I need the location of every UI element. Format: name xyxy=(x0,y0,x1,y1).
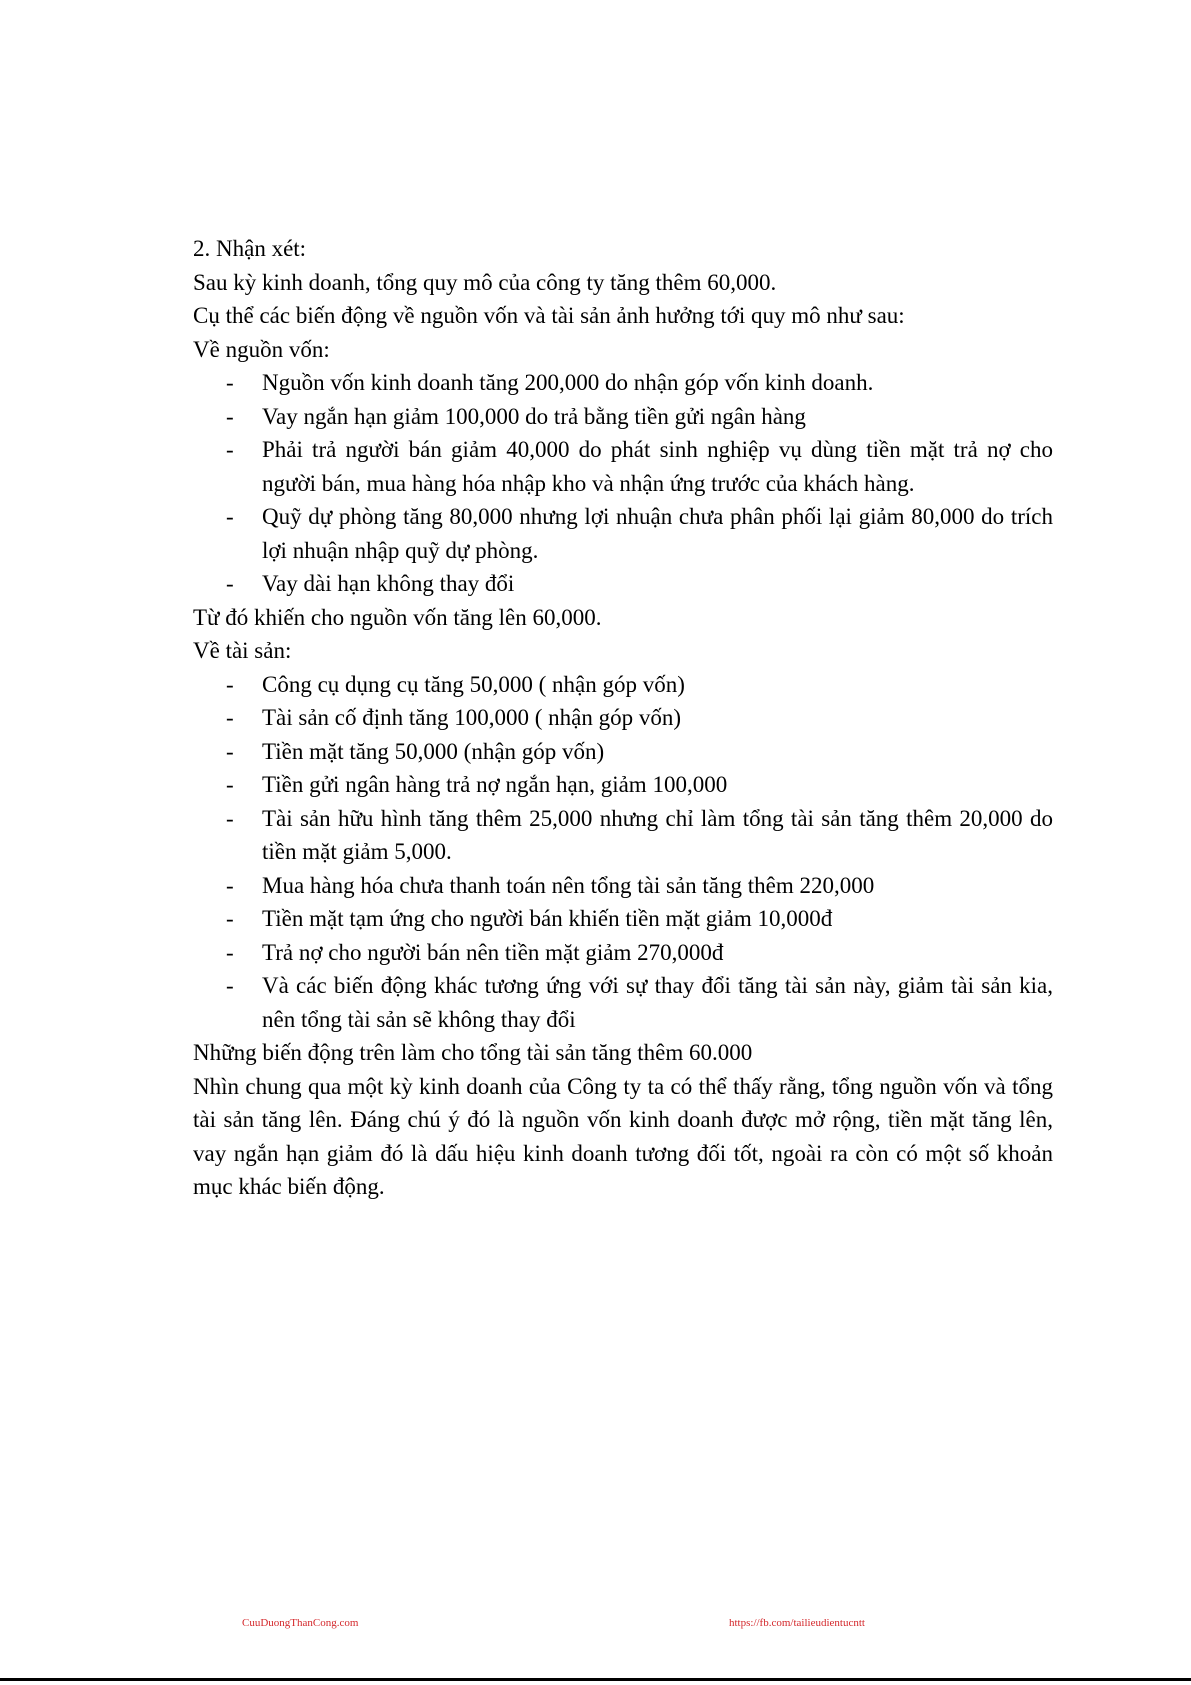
list-item xyxy=(193,936,1053,970)
assets-title: Về tài sản: xyxy=(193,638,292,663)
bullet-dash: - xyxy=(226,671,234,697)
bullet-dash: - xyxy=(226,805,234,831)
section-heading: 2. Nhận xét: xyxy=(193,236,307,261)
document-body xyxy=(193,232,1053,1204)
list-item-text: Và các biến động khác tương ứng với sự thay đổi tăng tài sản này, giảm tài sản kia, nên tổng tài sản sẽ không thay đổi xyxy=(262,973,1053,1032)
footer-site-link[interactable]: CuuDuongThanCong.com xyxy=(242,1617,359,1629)
list-item-text: Trả nợ cho người bán nên tiền mặt giảm 270,000đ xyxy=(262,939,724,965)
list-item xyxy=(193,869,1053,903)
list-item xyxy=(193,701,1053,735)
bullet-dash: - xyxy=(226,738,234,764)
bullet-dash: - xyxy=(226,906,234,931)
list-item-text: Công cụ dụng cụ tăng 50,000 ( nhận góp vốn) xyxy=(262,671,685,697)
capital-summary: Từ đó khiến cho nguồn vốn tăng lên 60,000. xyxy=(193,604,602,630)
bullet-dash: - xyxy=(226,705,234,730)
bullet-dash: - xyxy=(226,370,234,395)
footer-facebook-link[interactable]: https://fb.com/tailieudientucntt xyxy=(729,1617,865,1629)
list-item-text: Tài sản cố định tăng 100,000 ( nhận góp vốn) xyxy=(262,705,682,730)
intro-line-1: Sau kỳ kinh doanh, tổng quy mô của công ty tăng thêm 60,000. xyxy=(193,269,777,295)
list-item xyxy=(193,567,1053,601)
capital-list xyxy=(193,366,1053,601)
list-item-text: Vay ngắn hạn giảm 100,000 do trả bằng tiền gửi ngân hàng xyxy=(262,403,806,429)
bullet-dash: - xyxy=(226,571,234,596)
bullet-dash: - xyxy=(226,772,234,797)
bullet-dash: - xyxy=(226,504,234,529)
list-item-text: Tiền gửi ngân hàng trả nợ ngắn hạn, giảm 100,000 xyxy=(262,772,728,797)
list-item-text: Tài sản hữu hình tăng thêm 25,000 nhưng chỉ làm tổng tài sản tăng thêm 20,000 do tiền mặt giảm 5,000. xyxy=(262,805,1053,864)
list-item xyxy=(193,802,1053,869)
list-item-text: Nguồn vốn kinh doanh tăng 200,000 do nhận góp vốn kinh doanh. xyxy=(262,370,874,395)
list-item xyxy=(193,400,1053,434)
bullet-dash: - xyxy=(226,872,234,898)
list-item xyxy=(193,768,1053,802)
list-item-text: Tiền mặt tạm ứng cho người bán khiến tiền mặt giảm 10,000đ xyxy=(262,906,833,931)
list-item xyxy=(193,735,1053,769)
assets-list xyxy=(193,668,1053,1037)
bottom-divider xyxy=(0,1678,1191,1681)
list-item-text: Vay dài hạn không thay đổi xyxy=(262,571,515,596)
list-item-text: Quỹ dự phòng tăng 80,000 nhưng lợi nhuận chưa phân phối lại giảm 80,000 do trích lợi nhuận nhập quỹ dự phòng. xyxy=(262,504,1053,563)
list-item xyxy=(193,668,1053,702)
list-item xyxy=(193,433,1053,500)
assets-summary: Những biến động trên làm cho tổng tài sản tăng thêm 60.000 xyxy=(193,1040,753,1065)
list-item xyxy=(193,500,1053,567)
intro-line-2: Cụ thể các biến động về nguồn vốn và tài sản ảnh hưởng tới quy mô như sau: xyxy=(193,303,905,328)
list-item-text: Phải trả người bán giảm 40,000 do phát sinh nghiệp vụ dùng tiền mặt trả nợ cho người bán, mua hàng hóa nhập kho và nhận ứng trước của khách hàng. xyxy=(262,437,1053,496)
conclusion-paragraph: Nhìn chung qua một kỳ kinh doanh của Công ty ta có thể thấy rằng, tổng nguồn vốn và tổng tài sản tăng lên. Đáng chú ý đó là nguồn vốn kinh doanh được mở rộng, tiền mặt tăng lên, vay ngắn hạn giảm đó là dấu hiệu kinh doanh tương đối tốt, ngoài ra còn có một số khoản mục khác biến động. xyxy=(193,1073,1053,1199)
list-item xyxy=(193,902,1053,936)
bullet-dash: - xyxy=(226,403,234,429)
list-item xyxy=(193,366,1053,400)
capital-title: Về nguồn vốn: xyxy=(193,336,330,362)
list-item-text: Tiền mặt tăng 50,000 (nhận góp vốn) xyxy=(262,738,605,764)
bullet-dash: - xyxy=(226,939,234,965)
bullet-dash: - xyxy=(226,437,234,462)
list-item xyxy=(193,969,1053,1036)
bullet-dash: - xyxy=(226,973,234,998)
list-item-text: Mua hàng hóa chưa thanh toán nên tổng tài sản tăng thêm 220,000 xyxy=(262,872,875,898)
